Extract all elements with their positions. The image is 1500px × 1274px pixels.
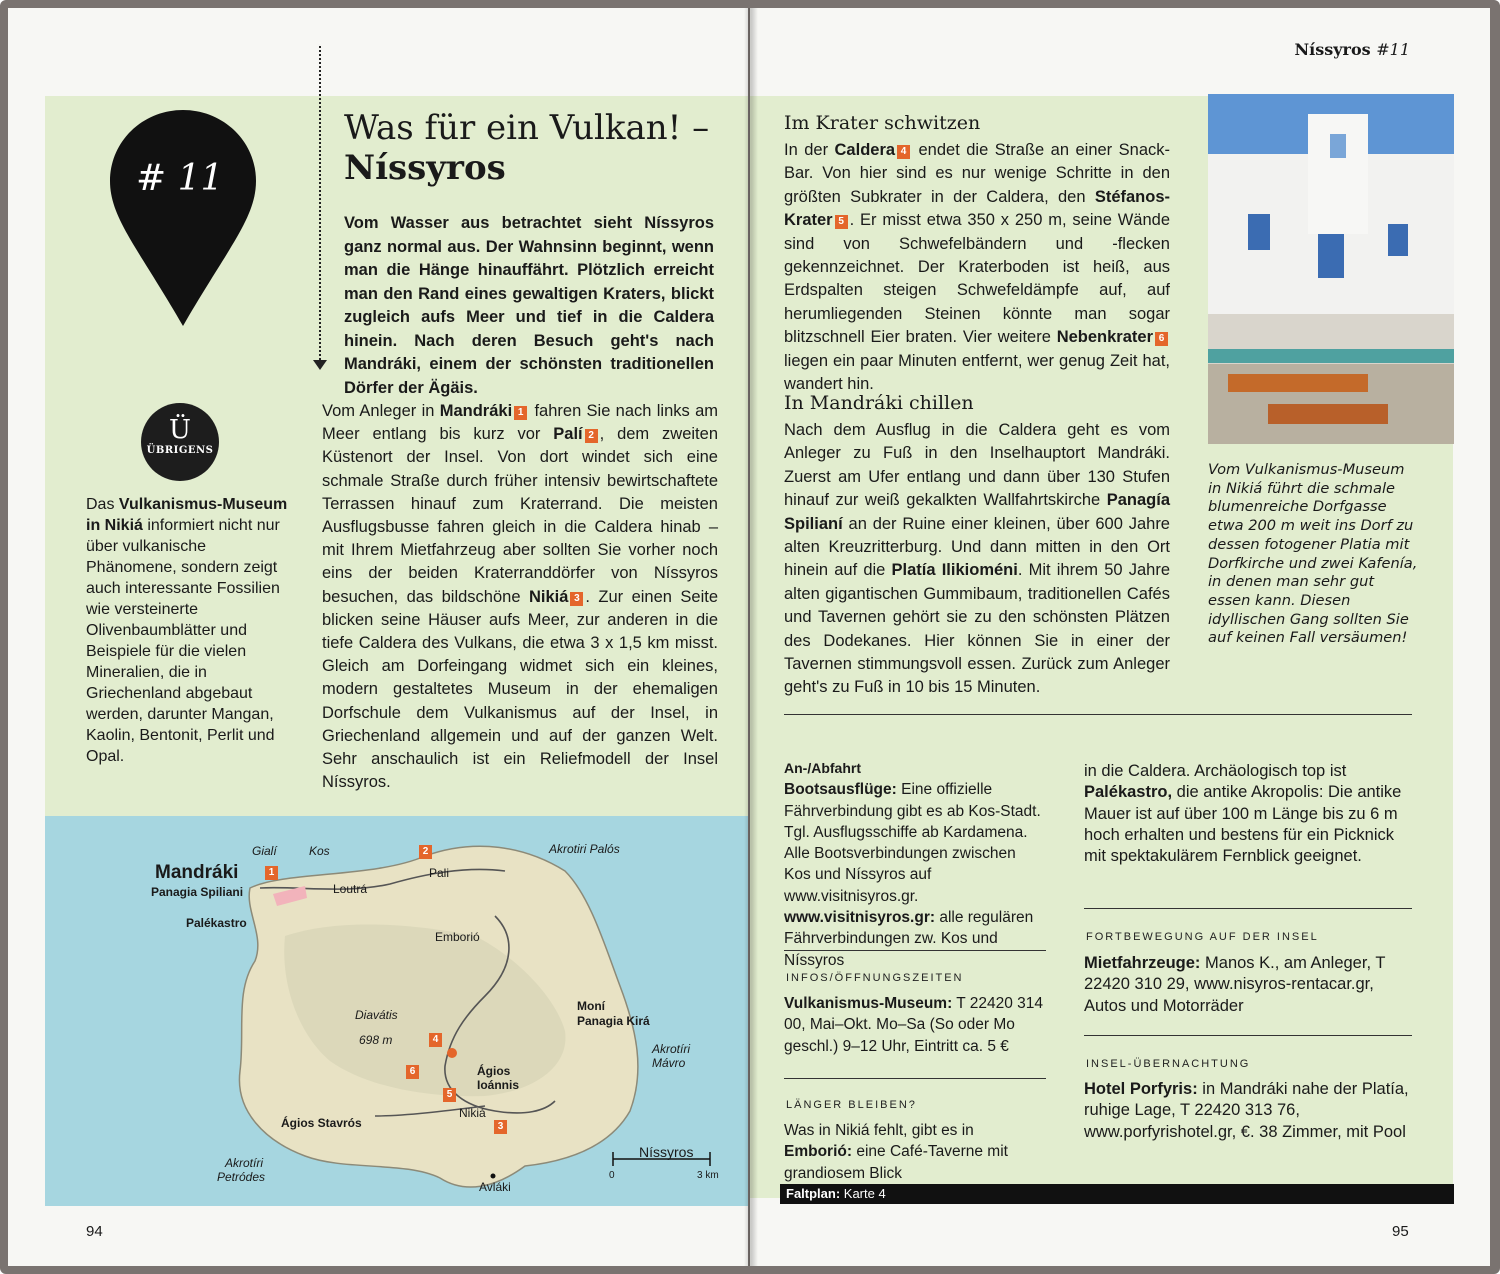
info-text: Was in Nikiá fehlt, gibt es in — [784, 1122, 974, 1139]
transport-info — [1084, 953, 1414, 1017]
map-label: Nikiá — [459, 1106, 486, 1120]
divider — [784, 1078, 1046, 1079]
map-label: Avláki — [479, 1180, 511, 1194]
uebrigens-badge — [141, 403, 219, 481]
text: liegen ein paar Minuten entfernt, wer genug Zeit hat, wandert hin. — [784, 351, 1170, 394]
place-name: Mandráki — [439, 402, 513, 420]
text: . Mit ihrem 50 Jahre alten gigantischen Gummibaum, traditionellen Cafés und Tavernen gehört sie zu den schönsten Plätzen des Dodekanes. Hier können Sie in einer der Tavernen stimmungsvoll essen. Zurück zum Anleger geht's zu Fuß in 10 bis 15 Minuten. — [784, 561, 1171, 697]
map-label: Akrotíri — [652, 1042, 691, 1056]
text: In der — [784, 141, 835, 159]
section-heading: Im Krater schwitzen — [784, 112, 981, 134]
sidebar-text — [86, 494, 296, 767]
info-bold: Emborió: — [784, 1143, 853, 1161]
church-photo — [1208, 94, 1454, 444]
text: Vom Anleger in — [322, 402, 440, 420]
info-paragraph — [784, 779, 1046, 907]
map-island-label: Níssyros — [639, 1144, 694, 1160]
side-text: informiert nicht nur über vulkanische Phänomene, sondern zeigt auch interessante Fossilien wie versteinerte Olivenbaumblätter und Beispiele für die vielen Mineralien, die in Griechenland abgebaut werden, darunter Mangan, Kaolin, Bentonit, Perlit und Opal. — [86, 517, 280, 765]
map-marker-4: 4 — [429, 1033, 442, 1047]
side-bold: Vulkanismus-Museum in Nikiá — [86, 496, 288, 534]
page-number: 94 — [86, 1223, 103, 1240]
palekastro-info — [1084, 761, 1414, 867]
arrow-down-icon — [313, 360, 327, 370]
map-label: Diavátis — [355, 1008, 398, 1022]
hotel-info — [1084, 1079, 1414, 1143]
map-marker-2: 2 — [419, 845, 432, 859]
text: fahren Sie nach links am Meer entlang bis kurz vor — [322, 402, 718, 444]
map-marker-label: 4 — [897, 145, 910, 159]
photo-caption: Vom Vulkanismus-Museum in Nikiá führt die schmale blumenreiche Dorfgasse etwa 200 m weit ins Dorf zu dessen fotogener Platia mit Dorfkirche und zwei Kafenía, in denen man sehr gut essen kann. Diesen idyllischen Gang sollten Sie auf keinen Fall versäumen! — [1208, 461, 1418, 647]
title-line-1: Was für ein Vulkan! – — [344, 108, 710, 148]
arrival-info — [784, 758, 1046, 971]
text: , dem zweiten Küstenort der Insel. Von dort windet sich eine schmale Straße durch früher intensiv bewirtschaftete Terrassen hinauf zum Kraterrand. Die meisten Ausflugsbusse fahren gleich in die Caldera hinab – mit Ihrem Mietfahrzeug aber sollten Sie vorher noch eins der beiden Kraterranddörfer von Níssyros besuchen, das bildschöne — [322, 425, 718, 606]
map-marker-label: 6 — [1155, 332, 1168, 346]
map-label: Mávro — [652, 1056, 686, 1070]
photo-illustration — [1208, 94, 1454, 444]
place-name: Caldera — [834, 141, 896, 159]
faltplan-label: Faltplan: — [786, 1186, 841, 1201]
uebrigens-letter: Ü — [169, 415, 191, 445]
text: . Er misst etwa 350 x 250 m, seine Wände sind von Schwefelbändern und -flecken gekennzeichnet. Der Kraterboden ist heiß, aus Erdspalten steigen Schwefeldämpfe auf, auf herumliegenden Steinen könnte man sogar blitzschnell Eier braten. Vier weitere — [784, 211, 1170, 347]
right-page — [750, 8, 1490, 1266]
museum-info — [784, 993, 1046, 1057]
map-label: Gialí — [252, 844, 277, 858]
map-label: Panagia Spiliani — [151, 885, 244, 899]
map-marker-1: 1 — [265, 866, 278, 880]
info-text: T 22420 314 00, Mai–Okt. Mo–Sa (So oder Mo geschl.) 9–12 Uhr, Eintritt ca. 5 € — [784, 995, 1044, 1055]
info-text: Eine offizielle Fährverbindung gibt es ab Kos-Stadt. Tgl. Ausflugsschiffe ab Kardamena. Alle Bootsverbindungen zwischen Kos und Níssyros auf www.visitnisyros.gr. — [784, 781, 1041, 905]
text: endet die Straße an einer Snack-Bar. Von hier sind es nur wenige Schritte in den größten Subkrater in der Caldera, den — [784, 141, 1170, 206]
map-marker-5: 5 — [443, 1088, 456, 1102]
place-name: Stéfanos-Krater — [784, 187, 1170, 230]
info-heading: FORTBEWEGUNG AUF DER INSEL — [1086, 931, 1319, 943]
place-name: Platía Ilikioméni — [891, 561, 1018, 580]
scale-label: 3 km — [697, 1170, 719, 1181]
side-text: Das — [86, 496, 119, 513]
info-heading: INFOS/ÖFFNUNGSZEITEN — [786, 972, 964, 984]
divider — [1084, 1035, 1412, 1036]
uebrigens-label: ÜBRIGENS — [146, 445, 214, 456]
info-text: eine Café-Taverne mit grandiosem Blick — [784, 1143, 1008, 1182]
scale-label: 0 — [609, 1170, 615, 1181]
info-bold: Vulkanismus-Museum: — [784, 995, 953, 1012]
place-name: Nebenkrater — [1056, 328, 1153, 347]
page-number: 95 — [1392, 1223, 1409, 1240]
info-bold: Bootsausflüge: — [784, 781, 897, 799]
left-page — [8, 8, 748, 1266]
page-title — [344, 108, 709, 188]
map-marker-label: 5 — [835, 215, 848, 229]
info-bold: Mietfahrzeuge: — [1084, 954, 1201, 972]
krater-text — [784, 139, 1170, 396]
map-label: 698 m — [359, 1033, 393, 1047]
map-label: Emborió — [435, 930, 480, 944]
map-marker-label: 3 — [570, 592, 583, 606]
text: an der Ruine einer kleinen, über 600 Jahre alten Kreuzritterburg. Und dann mitten in den Ort hinein auf die — [784, 514, 1170, 580]
map-label: Moní — [577, 999, 605, 1013]
info-bold: Hotel Porfyris: — [1084, 1080, 1198, 1098]
place-name: Panagía Spilianí — [784, 491, 1170, 533]
chapter-badge: # 11 — [136, 158, 224, 199]
mandraki-text — [784, 419, 1170, 700]
map-marker-6: 6 — [406, 1065, 419, 1079]
info-text: in Mandráki nahe der Platía, ruhige Lage, T 22420 313 76, www.porfyrishotel.gr, €. 38 Zimmer, mit Pool — [1084, 1080, 1409, 1141]
divider — [784, 714, 1412, 715]
map-label: Akrotíri — [225, 1156, 264, 1170]
faltplan-value: Karte 4 — [840, 1186, 886, 1201]
stay-longer-info — [784, 1120, 1046, 1184]
info-text: in die Caldera. Archäologisch top ist — [1084, 762, 1347, 780]
dotted-guide-line — [319, 46, 321, 364]
intro-text: Vom Wasser aus betrachtet sieht Níssyros ganz normal aus. Der Wahnsinn beginnt, wenn man die Hänge hinauffährt. Plötzlich erreicht man den Rand eines gewaltigen Kraters, blickt zugleich aufs Meer und tief in die Caldera hinein. Nach deren Besuch geht's nach Mandráki, einem der schönsten traditionellen Dörfer der Ägäis. — [344, 214, 714, 397]
map-label: Ioánnis — [477, 1078, 520, 1092]
location-pin-icon — [108, 108, 258, 328]
info-heading: INSEL-ÜBERNACHTUNG — [1086, 1058, 1251, 1070]
running-head-title: Níssyros — [1294, 40, 1371, 59]
info-bold: www.visitnisyros.gr: — [784, 909, 936, 927]
map-label: Panagia Kirá — [577, 1014, 650, 1028]
divider — [1084, 908, 1412, 909]
place-name: Nikiá — [528, 587, 569, 606]
map-marker-3: 3 — [494, 1120, 507, 1134]
running-head — [1295, 40, 1410, 59]
info-paragraph — [784, 907, 1046, 971]
map-label: Palékastro — [186, 916, 247, 930]
info-heading: LÄNGER BLEIBEN? — [786, 1099, 917, 1111]
map-label: Akrotiri Palós — [549, 842, 620, 856]
info-bold: Palékastro, — [1084, 783, 1173, 802]
divider — [784, 950, 1046, 951]
island-map — [45, 816, 748, 1206]
map-label: Mandráki — [155, 862, 239, 883]
info-text: Manos K., am Anleger, T 22420 310 29, www.nisyros-rentacar.gr, Autos und Motorräder — [1084, 954, 1386, 1015]
text: Nach dem Ausflug in die Caldera geht es vom Anleger zu Fuß in den Inselhauptort Mandráki. Zuerst am Ufer entlang und dann über 130 Stufen hinauf zur weiß gekalkten Wallfahrtskirche — [784, 421, 1170, 510]
map-label: Kos — [309, 844, 330, 858]
info-text: alle regulären Fährverbindungen zw. Kos und Níssyros — [784, 909, 1034, 969]
map-marker-label: 1 — [514, 406, 527, 420]
text: . Zur einen Seite blicken seine Häuser aufs Meer, zur anderen in die tiefe Caldera des Vulkans, die etwa 3 x 1,5 km misst. Gleich am Dorfeingang widmet sich ein kleines, modern gestaltetes Museum in der ehemaligen Dorfschule dem Vulkanismus auf der Insel, in Griechenland allgemein und auf der ganzen Welt. Sehr anschaulich ist ein Reliefmodell der Insel Níssyros. — [322, 587, 718, 792]
section-heading: In Mandráki chillen — [784, 392, 974, 414]
info-text: die antike Akropolis: Die antike Mauer ist auf über 100 m Länge bis zu 6 m hoch erhalten und bestens für ein Picknick mit spektakulärem Fernblick geeignet. — [1084, 783, 1402, 866]
map-marker-label: 2 — [585, 429, 598, 443]
main-text-left — [322, 400, 718, 794]
faltplan-bar — [780, 1184, 1454, 1204]
book-gutter — [744, 8, 758, 1266]
running-head-number: #11 — [1376, 40, 1410, 59]
map-label: Pali — [429, 866, 450, 880]
map-label: Ágios Stavrós — [281, 1116, 362, 1130]
map-label: Loutrá — [333, 882, 368, 896]
map-label: Ágios — [477, 1064, 511, 1078]
title-line-2: Níssyros — [344, 148, 506, 188]
info-heading: An-/Abfahrt — [784, 760, 861, 776]
map-label: Petródes — [217, 1170, 266, 1184]
place-name: Palí — [553, 425, 583, 444]
